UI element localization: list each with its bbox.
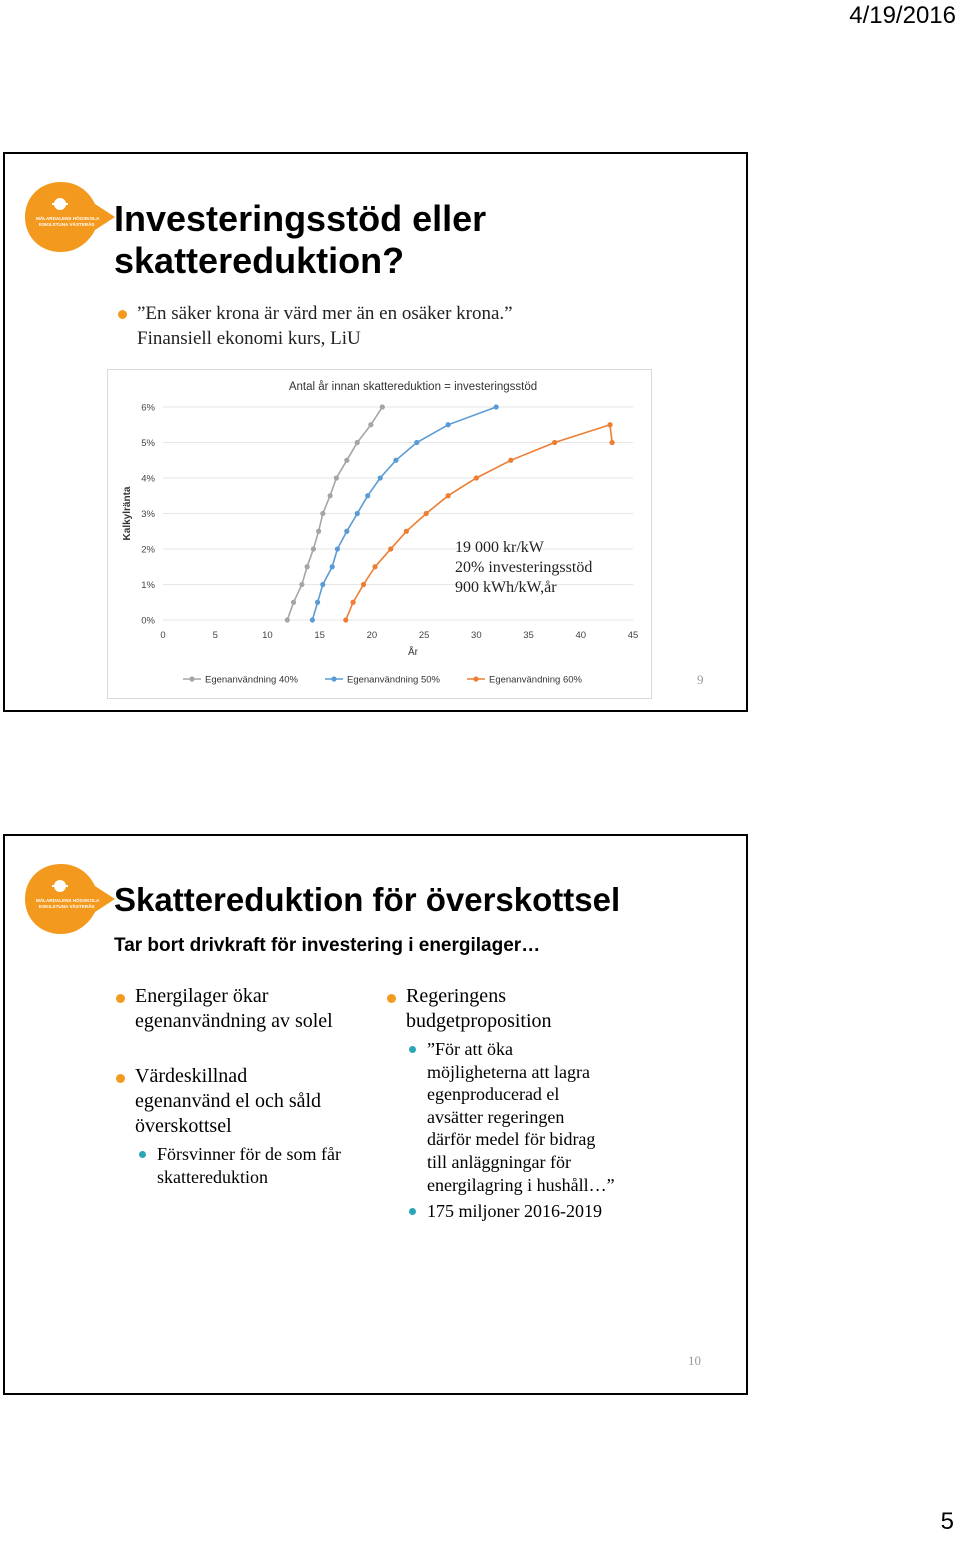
legend-swatch-marker (331, 676, 336, 681)
bullet-dot (387, 994, 396, 1003)
data-point (320, 511, 325, 516)
bullet-line: Försvinner för de som får (157, 1144, 341, 1164)
slide-10-title: Skattereduktion för överskottsel (114, 881, 621, 918)
logo-text-1: MÄLARDALENS HÖGSKOLA (36, 216, 100, 221)
x-tick-label: 0 (160, 630, 166, 641)
x-tick-label: 45 (627, 630, 639, 641)
data-point (316, 529, 321, 534)
right-sub-bullet-1 (427, 1038, 615, 1196)
chart-panel (107, 369, 652, 699)
data-point (344, 529, 349, 534)
bullet-line: energilagring i hushåll…” (427, 1174, 615, 1195)
data-point (368, 422, 373, 427)
data-point (344, 458, 349, 463)
mdh-logo (25, 862, 115, 936)
slide-number: 10 (688, 1353, 701, 1368)
y-tick-label: 2% (141, 544, 155, 556)
data-point (365, 493, 370, 498)
chart-title: Antal år innan skattereduktion = investeringsstöd (288, 381, 538, 393)
title-line: Investeringsstöd eller (114, 198, 487, 239)
data-point (343, 617, 348, 622)
bullet-line: till anläggningar för (427, 1151, 571, 1172)
data-point (330, 564, 335, 569)
bullet-dot (116, 1074, 125, 1083)
sub-bullet-dot (139, 1151, 146, 1158)
data-point (334, 475, 339, 480)
bullet-dot (118, 310, 127, 319)
left-bullet-1 (135, 984, 333, 1034)
legend-label: Egenanvändning 40% (205, 674, 298, 686)
bullet-line: överskottsel (135, 1115, 232, 1137)
data-point (474, 475, 479, 480)
x-tick-label: 10 (262, 630, 273, 641)
data-point (315, 600, 320, 605)
data-point (328, 493, 333, 498)
data-point (446, 493, 451, 498)
data-point (380, 404, 385, 409)
right-sub-bullet-2: 175 miljoner 2016-2019 (427, 1201, 602, 1221)
bullet-line: egenanvändning av solel (135, 1010, 333, 1032)
mdh-logo (25, 180, 115, 254)
data-point (610, 440, 615, 445)
x-tick-label: 15 (314, 630, 325, 641)
logo-text-2: ESKILSTUNA VÄSTERÅS (39, 222, 95, 227)
bullet-line: egenanvänd el och såld (135, 1090, 322, 1112)
quote-bullet (137, 301, 513, 351)
legend-label: Egenanvändning 50% (347, 674, 440, 686)
data-point (305, 564, 310, 569)
bullet-line: budgetproposition (406, 1010, 552, 1032)
title-line: skattereduktion? (114, 240, 405, 281)
slide-10-subtitle: Tar bort drivkraft för investering i energilager… (114, 935, 541, 956)
page-number: 5 (940, 1508, 954, 1535)
data-point (552, 440, 557, 445)
y-tick-label: 4% (141, 473, 155, 485)
data-point (414, 440, 419, 445)
y-tick-label: 0% (141, 615, 155, 627)
logo-text-2: ESKILSTUNA VÄSTERÅS (39, 904, 95, 909)
data-point (320, 582, 325, 587)
y-axis-label: Kalkylränta (122, 486, 133, 541)
sub-bullet-dot (409, 1046, 416, 1053)
x-tick-label: 25 (418, 630, 430, 641)
sub-bullet-dot (409, 1208, 416, 1215)
bullet-line: egenproducerad el (427, 1084, 560, 1105)
bullet-line: avsätter regeringen (427, 1106, 565, 1127)
annotation-line: 19 000 kr/kW (455, 539, 544, 556)
annotation-line: 20% investeringsstöd (455, 559, 593, 576)
x-axis-label: År (408, 647, 418, 658)
right-bullet (406, 984, 552, 1034)
quote-text: ”En säker krona är värd mer än en osäker krona.” (137, 303, 513, 324)
quote-source: Finansiell ekonomi kurs, LiU (137, 328, 361, 349)
x-tick-label: 40 (575, 630, 587, 641)
left-sub-bullet (157, 1143, 341, 1189)
x-tick-label: 20 (366, 630, 378, 641)
bullet-line: därför medel för bidrag (427, 1129, 596, 1150)
data-point (299, 582, 304, 587)
legend-label: Egenanvändning 60% (489, 674, 582, 686)
page-date: 4/19/2016 (849, 2, 956, 29)
bullet-line: skattereduktion (157, 1167, 268, 1187)
data-point (311, 546, 316, 551)
data-point (607, 422, 612, 427)
bullet-line: Regeringens (406, 985, 506, 1007)
data-point (494, 404, 499, 409)
x-tick-label: 5 (212, 630, 218, 641)
bullet-line: Energilager ökar (135, 985, 269, 1007)
y-tick-label: 5% (141, 438, 155, 449)
slide-9 (3, 152, 748, 712)
data-point (361, 582, 366, 587)
data-point (335, 546, 340, 551)
bullet-line: möjligheterna att lagra (427, 1061, 590, 1082)
data-point (285, 617, 290, 622)
data-point (372, 564, 377, 569)
slide-number: 9 (697, 672, 704, 687)
logo-text-1: MÄLARDALENS HÖGSKOLA (36, 898, 100, 903)
data-point (355, 511, 360, 516)
data-point (291, 600, 296, 605)
bullet-dot (116, 994, 125, 1003)
y-tick-label: 3% (141, 509, 155, 520)
annotation-line: 900 kWh/kW,år (455, 579, 557, 596)
legend-swatch-marker (473, 676, 478, 681)
left-bullet-2 (135, 1064, 321, 1139)
data-point (446, 422, 451, 427)
data-point (310, 617, 315, 622)
chart-annotation (455, 538, 592, 598)
data-point (424, 511, 429, 516)
bullet-line: Värdeskillnad (135, 1065, 248, 1087)
data-point (393, 458, 398, 463)
data-point (404, 529, 409, 534)
bullet-line: ”För att öka (427, 1039, 513, 1059)
x-tick-label: 35 (523, 630, 534, 641)
data-point (378, 475, 383, 480)
data-point (508, 458, 513, 463)
legend-swatch-marker (189, 676, 194, 681)
x-tick-label: 30 (471, 630, 482, 641)
data-point (355, 440, 360, 445)
y-tick-label: 1% (141, 580, 155, 591)
chart (108, 370, 651, 698)
y-tick-label: 6% (141, 402, 155, 414)
data-point (350, 600, 355, 605)
slide-10 (3, 834, 748, 1395)
slide-9-title (114, 198, 486, 282)
data-point (388, 546, 393, 551)
